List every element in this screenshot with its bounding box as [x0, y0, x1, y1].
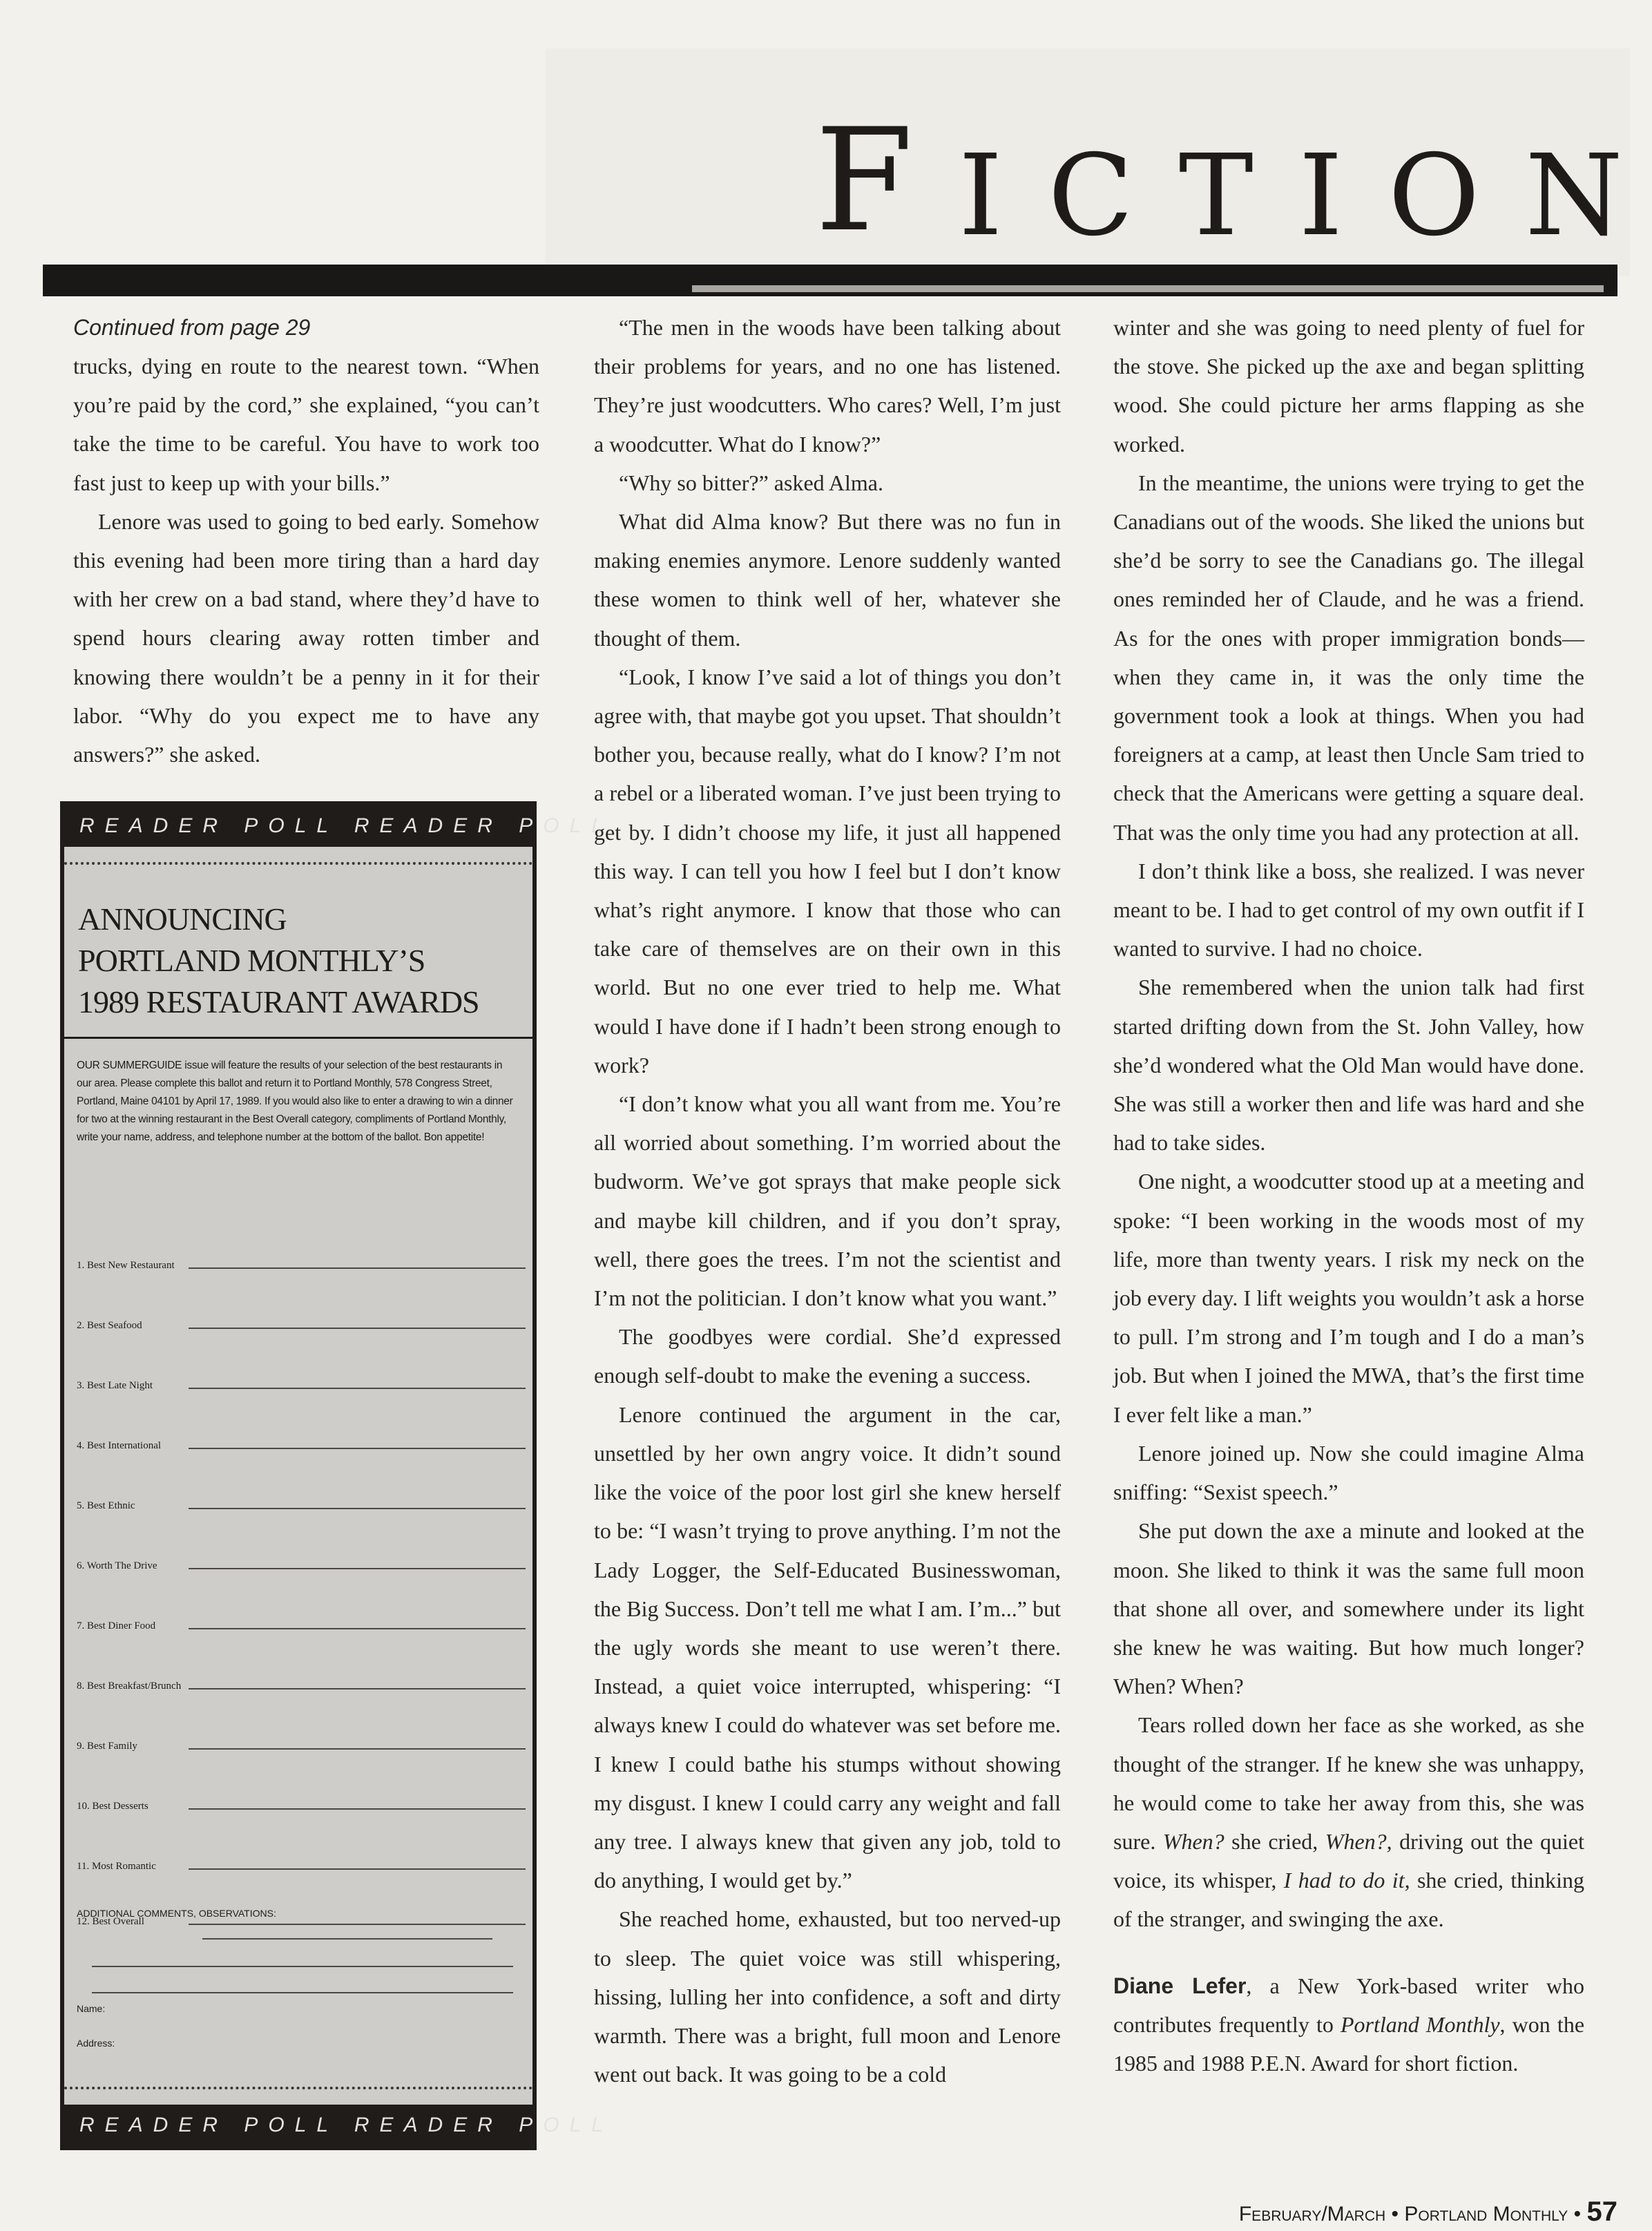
comment-line[interactable]	[92, 1992, 513, 1993]
ballot-line[interactable]	[189, 1327, 526, 1329]
paragraph: She reached home, exhausted, but too nerved-up to sleep. The quiet voice was still whispering, hissing, lulling her into confidence, a soft and dirty warmth. There was a bright, full moon and Lenore went out back. It was going to be a cold	[594, 1906, 1061, 2087]
ballot-label: 2. Best Seafood	[77, 1320, 142, 1331]
comments-label: ADDITIONAL COMMENTS, OBSERVATIONS:	[77, 1908, 276, 1919]
title-letter: I	[958, 131, 1003, 261]
poll-heading-line: PORTLAND MONTHLY’S	[78, 943, 425, 978]
reader-poll-ballot	[60, 801, 613, 2150]
ballot-line[interactable]	[189, 1267, 526, 1269]
continued-note: Continued from page 29	[73, 315, 311, 340]
ballot-row	[77, 1814, 526, 1874]
bullet: •	[1573, 2203, 1582, 2225]
poll-heading	[78, 899, 520, 1023]
title-letter: O	[1387, 131, 1480, 261]
paragraph: She put down the axe a minute and looked at the moon. She liked to think it was the same full moon that shone all over, and somewhere under its light she knew he was waiting. But how much longer? When? When?	[1113, 1518, 1584, 1699]
ballot-line[interactable]	[189, 1567, 526, 1569]
address-label: Address:	[77, 2038, 115, 2049]
ballot-row	[77, 1393, 526, 1453]
ballot-label: 12. Best Overall	[77, 1916, 144, 1927]
paragraph: One night, a woodcutter stood up at a meeting and spoke: “I been working in the woods most of my life, more than twenty years. I risk my neck on the job every day. I lift weights you wouldn’t ask a horse to pull. I’m strong and I’m tough and I do a man’s job. But when I joined the MWA, that’s the first time I ever felt like a man.”	[1113, 1169, 1584, 1427]
comment-line[interactable]	[202, 1938, 492, 1940]
author-bio	[1113, 1966, 1584, 2083]
ballot-line[interactable]	[189, 1507, 526, 1509]
column-1	[73, 308, 539, 774]
ballot-label: 10. Best Desserts	[77, 1801, 148, 1812]
ballot-line[interactable]	[189, 1687, 526, 1689]
paragraph: winter and she was going to need plenty of fuel for the stove. She picked up the axe and began splitting wood. She could picture her arms flapping as she worked.	[1113, 315, 1584, 457]
italic-text: I had to do it,	[1283, 1868, 1410, 1893]
issue-date: February/March	[1238, 2203, 1386, 2225]
text: Tears rolled down her face as she worked, as she thought of the stranger. If he knew she was unhappy, he would come to take her away from this, she was sure.	[1113, 1712, 1584, 1854]
paragraph: She remembered when the union talk had first started drifting down from the St. John Valley, how she’d wondered what the Old Man would have done. She was still a worker then and life was hard and she had to take sides.	[1113, 975, 1584, 1156]
paragraph	[1113, 1705, 1584, 1938]
ballot-label: 8. Best Breakfast/Brunch	[77, 1681, 182, 1692]
ballot-label: 11. Most Romantic	[77, 1861, 156, 1872]
ballot-row	[77, 1513, 526, 1573]
column-3	[1113, 308, 1584, 2082]
poll-categories	[77, 1213, 526, 1929]
ballot-row	[77, 1213, 526, 1273]
ballot-line[interactable]	[189, 1923, 526, 1925]
ballot-label: 4. Best International	[77, 1440, 162, 1451]
paragraph: What did Alma know? But there was no fun in making enemies anymore. Lenore suddenly wanted these women to think well of her, whatever she thought of them.	[594, 509, 1061, 651]
column-2	[594, 308, 1061, 2094]
ballot-line[interactable]	[189, 1387, 526, 1389]
dotted-divider	[64, 2087, 532, 2089]
italic-text: When?	[1162, 1828, 1224, 1854]
title-letter: T	[1178, 131, 1254, 261]
poll-band-bottom: READER POLL READER POLL	[64, 2105, 532, 2146]
poll-band-top: READER POLL READER POLL	[64, 805, 532, 847]
paragraph: I don’t think like a boss, she realized. I was never meant to be. I had to get control of my own outfit if I wanted to survive. I had no choice.	[1113, 858, 1584, 961]
title-letter: I	[1298, 131, 1343, 261]
ballot-label: 7. Best Diner Food	[77, 1620, 156, 1631]
title-letter: F	[815, 99, 914, 263]
ballot-line[interactable]	[189, 1808, 526, 1810]
poll-heading-line: ANNOUNCING	[78, 901, 287, 937]
paragraph: In the meantime, the unions were trying to get the Canadians out of the woods. She liked the unions but she’d be sorry to see the Canadians go. The illegal ones reminded her of Claude, and he was a friend. As for the ones with proper immigration bonds—when they came in, it was the only time the government took a look at things. When you had foreigners at a camp, at least then Uncle Sam tried to check that the Americans were getting a square deal. That was the only time you had any protection at all.	[1113, 470, 1584, 845]
ballot-line[interactable]	[189, 1627, 526, 1629]
poll-instructions: OUR SUMMERGUIDE issue will feature the results of your selection of the best restaurants in our area. Please complete this ballot and return it to Portland Monthly, 578 Congress Street, Portland, Maine 04101 by April 17, 1989. If you would also like to enter a drawing to win a dinner for two at the winning restaurant in the Best Overall category, compliments of Portland Monthly, write your name, address, and telephone number at the bottom of the ballot. Bon appetite!	[77, 1060, 513, 1143]
name-label: Name:	[77, 2003, 106, 2014]
ballot-row	[77, 1333, 526, 1393]
ballot-row	[77, 1573, 526, 1634]
ballot-label: 6. Worth The Drive	[77, 1560, 157, 1571]
section-title	[815, 99, 1623, 263]
bullet: •	[1391, 2203, 1399, 2225]
paragraph: “The men in the woods have been talking about their problems for years, and no one has listened. They’re just woodcutters. Who cares? Well, I’m just a woodcutter. What do I know?”	[594, 315, 1061, 457]
text: , won the 1985 and 1988 P.E.N. Award for short fiction.	[1113, 2011, 1585, 2076]
paragraph: trucks, dying en route to the nearest town. “When you’re paid by the cord,” she explained, “you can’t take the time to be careful. You have to work too fast just to keep up with your bills.”	[73, 354, 539, 495]
ballot-row	[77, 1694, 526, 1754]
paragraph: Lenore continued the argument in the car, unsettled by her own angry voice. It didn’t sound like the voice of the poor lost girl she knew herself to be: “I wasn’t trying to prove anything. I’m not the Lady Logger, the Self-Educated Businesswoman, the Big Success. Don’t tell me what I am. I’m...” but the ugly words she meant to use weren’t there. Instead, a quiet voice interrupted, whispering: “I always knew I could do whatever was set before me. I knew I could bathe his stumps without showing my disgust. I knew I could carry any weight and fall any tree. I always knew that given any job, told to do anything, I would get by.”	[594, 1401, 1061, 1893]
paragraph: “I don’t know what you all want from me. You’re all worried about something. I’m worried about the budworm. We’ve got sprays that make people sick and maybe kill children, and if you don’t spray, well, there goes the trees. I’m not the scientist and I’m not the politician. I don’t know what you want.”	[594, 1091, 1061, 1311]
paragraph: Lenore was used to going to bed early. Somehow this evening had been more tiring than a hard day with her crew on a bad stand, where they’d have to spend hours clearing away rotten timber and knowing there wouldn’t be a penny in it for their labor. “Why do you expect me to have any answers?” she asked.	[73, 508, 539, 767]
magazine-name: Portland Monthly	[1404, 2203, 1568, 2225]
comment-line[interactable]	[92, 1966, 513, 1967]
page-footer	[1239, 2196, 1617, 2228]
poll-divider	[64, 1037, 532, 1039]
ballot-row	[77, 1453, 526, 1513]
ballot-row	[77, 1273, 526, 1333]
ballot-label: 9. Best Family	[77, 1741, 137, 1752]
ballot-line[interactable]	[189, 1868, 526, 1870]
poll-heading-line: 1989 RESTAURANT AWARDS	[78, 984, 479, 1019]
page-number: 57	[1586, 2196, 1617, 2227]
title-rule	[43, 265, 1617, 296]
ballot-row	[77, 1874, 526, 1929]
ballot-line[interactable]	[189, 1447, 526, 1449]
title-letter: N	[1525, 131, 1623, 261]
author-name: Diane Lefer	[1113, 1973, 1247, 1998]
ballot-label: 5. Best Ethnic	[77, 1500, 135, 1511]
ballot-row	[77, 1754, 526, 1814]
text: driving out the quiet voice, its whisper,	[1113, 1828, 1585, 1893]
dotted-divider	[64, 862, 532, 865]
paragraph: “Why so bitter?” asked Alma.	[619, 470, 883, 495]
paragraph: The goodbyes were cordial. She’d expressed enough self-doubt to make the evening a success.	[594, 1324, 1061, 1388]
ballot-row	[77, 1634, 526, 1694]
title-rule-highlight	[692, 285, 1604, 292]
text: she cried,	[1231, 1828, 1318, 1854]
paragraph: “Look, I know I’ve said a lot of things you don’t agree with, that maybe got you upset. That shouldn’t bother you, because really, what do I know? I’m not a rebel or a liberated woman. I’ve just been trying to get by. I didn’t choose my life, it just all happened this way. I can tell you how I feel but I don’t know what’s right anymore. I know that those who can take care of themselves are on their own in this world. But no one ever tried to help me. What would I have done if I hadn’t been strong enough to work?	[594, 664, 1061, 1078]
text: , a New York-based writer who contributes frequently to	[1113, 1973, 1585, 2037]
ballot-label: 1. Best New Restaurant	[77, 1260, 175, 1271]
paragraph: Lenore joined up. Now she could imagine Alma sniffing: “Sexist speech.”	[1113, 1440, 1584, 1505]
italic-text: When?,	[1325, 1828, 1392, 1854]
ballot-label: 3. Best Late Night	[77, 1380, 153, 1391]
title-letter: C	[1048, 131, 1134, 261]
publication-name: Portland Monthly	[1340, 2011, 1500, 2037]
text: she cried, thinking of the stranger, and swinging the axe.	[1113, 1868, 1585, 1932]
ballot-line[interactable]	[189, 1748, 526, 1750]
